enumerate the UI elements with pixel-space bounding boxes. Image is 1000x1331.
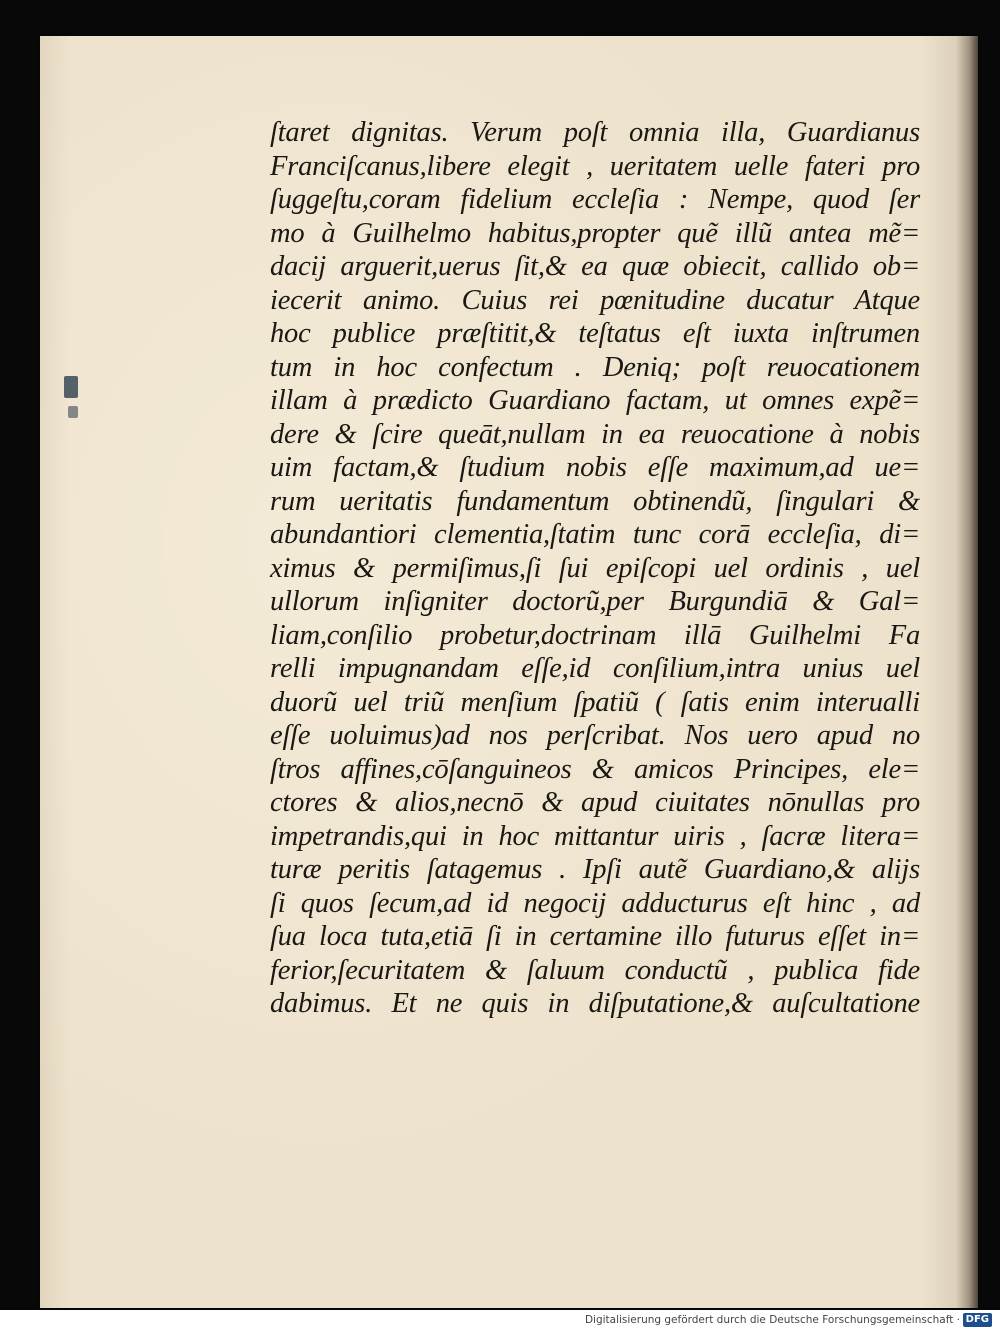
text-line: dacij arguerit,uerus ſit,& ea quæ obiecit, callido ob= [270, 251, 920, 282]
text-line: impetrandis,qui in hoc mittantur uiris , ſacræ litera= [270, 820, 920, 852]
text-line: ullorum inſigniter doctorũ,per Burgundiā & Gal= [270, 586, 920, 617]
text-line: mo à Guilhelmo habitus,propter quẽ illũ antea mẽ= [270, 217, 920, 249]
text-line: ſtros affines,cōſanguineos & amicos Principes, ele= [270, 753, 920, 785]
text-line: turæ peritis ſatagemus . Ipſi autẽ Guardiano,& alijs [270, 854, 920, 885]
text-line: hoc publice præſtitit,& teſtatus eſt iuxta inſtrumen [270, 318, 920, 349]
text-line: ximus & permiſimus,ſi ſui epiſcopi uel ordinis , uel [270, 552, 920, 584]
text-line: abundantiori clementia,ſtatim tunc corā eccleſia, di= [270, 519, 920, 550]
text-line: ſi quos ſecum,ad id negocij adducturus eſt hinc , ad [270, 887, 920, 919]
page-edge-shadow [956, 36, 978, 1308]
text-line: duorũ uel triũ menſium ſpatiũ ( ſatis enim interualli [270, 686, 920, 718]
binding-marks [58, 376, 88, 486]
text-line: dere & ſcire queāt,nullam in ea reuocatione à nobis [270, 418, 920, 450]
book-page [40, 36, 978, 1308]
footer-bar [0, 1310, 1000, 1331]
text-line: ſuggeſtu,coram fidelium eccleſia : Nempe, quod ſer [270, 184, 920, 215]
text-line: liam,conſilio probetur,doctrinam illā Guilhelmi Fa [270, 619, 920, 651]
text-line: ſtaret dignitas. Verum poſt omnia illa, Guardianus [270, 117, 920, 148]
body-text [270, 116, 920, 1021]
dfg-logo: DFG [963, 1313, 992, 1327]
text-line: dabimus. Et ne quis in diſputatione,& auſcultatione [270, 988, 920, 1019]
text-line: ſua loca tuta,etiā ſi in certamine illo futurus eſſet in= [270, 921, 920, 952]
text-line: tum in hoc confectum . Deniq; poſt reuocationem [270, 351, 920, 383]
text-line: illam à prædicto Guardiano factam, ut omnes expẽ= [270, 385, 920, 416]
text-line: relli impugnandam eſſe,id conſilium,intra unius uel [270, 653, 920, 684]
text-line: rum ueritatis fundamentum obtinendũ, ſingulari & [270, 485, 920, 517]
text-line: uim factam,& ſtudium nobis eſſe maximum,ad ue= [270, 452, 920, 483]
text-line: iecerit animo. Cuius rei pœnitudine ducatur Atque [270, 284, 920, 316]
text-line: ctores & alios,necnō & apud ciuitates nōnullas pro [270, 787, 920, 818]
funding-credit: Digitalisierung gefördert durch die Deutsche Forschungsgemeinschaft · [584, 1314, 960, 1326]
text-line: eſſe uoluimus)ad nos perſcribat. Nos uero apud no [270, 720, 920, 751]
text-line: Franciſcanus,libere elegit , ueritatem uelle fateri pro [270, 150, 920, 182]
text-line: ferior,ſecuritatem & ſaluum conductũ , publica fide [270, 954, 920, 986]
